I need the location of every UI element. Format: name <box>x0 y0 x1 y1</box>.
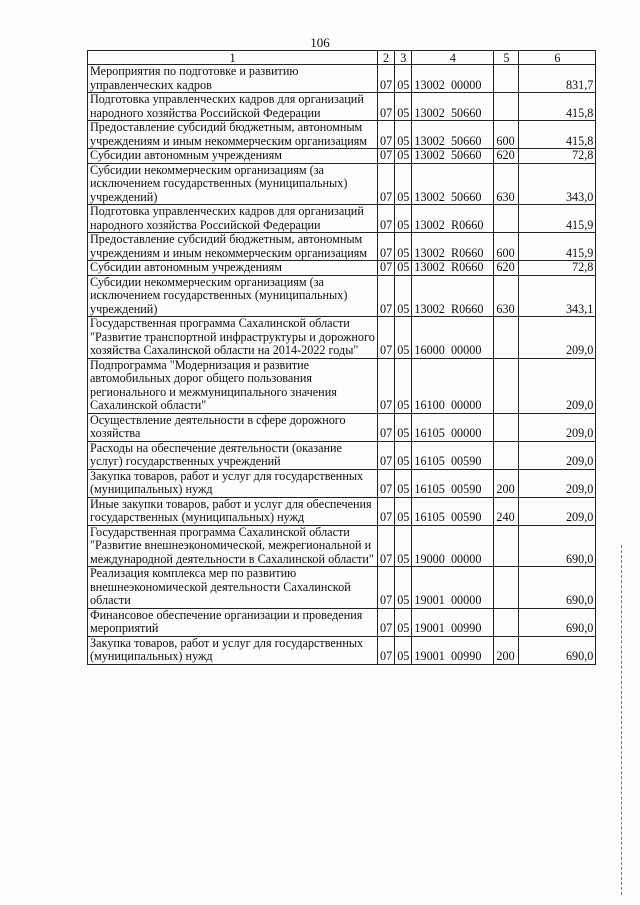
section-code: 07 <box>378 567 395 609</box>
section-code: 07 <box>378 205 395 233</box>
amount: 415,9 <box>519 205 596 233</box>
column-header-1: 1 <box>88 51 378 65</box>
section-code: 07 <box>378 441 395 469</box>
target-article-code: 19000 00000 <box>412 525 494 567</box>
target-article-code: 16105 00000 <box>412 413 494 441</box>
expense-type-code <box>494 205 519 233</box>
expenditure-name: Реализация комплекса мер по развитию внешнеэкономической деятельности Сахалинской области <box>88 567 378 609</box>
target-article-code: 13002 R0660 <box>412 205 494 233</box>
amount: 415,9 <box>519 233 596 261</box>
column-header-4: 4 <box>412 51 494 65</box>
table-row <box>88 608 596 636</box>
section-code: 07 <box>378 65 395 93</box>
table-row <box>88 93 596 121</box>
subsection-code: 05 <box>395 233 412 261</box>
amount: 209,0 <box>519 317 596 359</box>
table-row <box>88 469 596 497</box>
amount: 72,8 <box>519 149 596 164</box>
section-code: 07 <box>378 261 395 276</box>
target-article-code: 19001 00990 <box>412 636 494 664</box>
expense-type-code: 240 <box>494 497 519 525</box>
section-code: 07 <box>378 469 395 497</box>
table-row <box>88 317 596 359</box>
expenditure-name: Мероприятия по подготовке и развитию управленческих кадров <box>88 65 378 93</box>
table-row <box>88 497 596 525</box>
expense-type-code: 600 <box>494 121 519 149</box>
section-code: 07 <box>378 413 395 441</box>
section-code: 07 <box>378 93 395 121</box>
table-row <box>88 121 596 149</box>
table-row <box>88 233 596 261</box>
subsection-code: 05 <box>395 608 412 636</box>
column-header-3: 3 <box>395 51 412 65</box>
expenditure-name: Государственная программа Сахалинской области "Развитие транспортной инфраструктуры и дорожного хозяйства Сахалинской области на 2014-2022 годы" <box>88 317 378 359</box>
amount: 72,8 <box>519 261 596 276</box>
table-header-row <box>88 51 596 65</box>
expense-type-code <box>494 608 519 636</box>
expense-type-code <box>494 93 519 121</box>
amount: 343,0 <box>519 163 596 205</box>
target-article-code: 13002 50660 <box>412 121 494 149</box>
target-article-code: 13002 R0660 <box>412 233 494 261</box>
subsection-code: 05 <box>395 413 412 441</box>
subsection-code: 05 <box>395 205 412 233</box>
subsection-code: 05 <box>395 317 412 359</box>
amount: 690,0 <box>519 567 596 609</box>
budget-table <box>87 50 596 665</box>
subsection-code: 05 <box>395 149 412 164</box>
expenditure-name: Предоставление субсидий бюджетным, автономным учреждениям и иным некоммерческим организациям <box>88 121 378 149</box>
expenditure-name: Закупка товаров, работ и услуг для государственных (муниципальных) нужд <box>88 636 378 664</box>
amount: 209,0 <box>519 497 596 525</box>
table-row <box>88 149 596 164</box>
target-article-code: 13002 R0660 <box>412 261 494 276</box>
target-article-code: 16000 00000 <box>412 317 494 359</box>
subsection-code: 05 <box>395 93 412 121</box>
column-header-5: 5 <box>494 51 519 65</box>
amount: 209,0 <box>519 358 596 413</box>
expense-type-code <box>494 317 519 359</box>
subsection-code: 05 <box>395 261 412 276</box>
expenditure-name: Субсидии некоммерческим организациям (за исключением государственных (муниципальных) учреждений) <box>88 275 378 317</box>
amount: 690,0 <box>519 636 596 664</box>
target-article-code: 16100 00000 <box>412 358 494 413</box>
table-row <box>88 636 596 664</box>
page-number: 106 <box>310 35 330 50</box>
table-row <box>88 413 596 441</box>
section-code: 07 <box>378 275 395 317</box>
expense-type-code: 620 <box>494 261 519 276</box>
subsection-code: 05 <box>395 497 412 525</box>
target-article-code: 13002 50660 <box>412 149 494 164</box>
amount: 415,8 <box>519 121 596 149</box>
subsection-code: 05 <box>395 441 412 469</box>
expenditure-name: Иные закупки товаров, работ и услуг для обеспечения государственных (муниципальных) нужд <box>88 497 378 525</box>
expenditure-name: Подготовка управленческих кадров для организаций народного хозяйства Российской Федерации <box>88 205 378 233</box>
expenditure-name: Закупка товаров, работ и услуг для государственных (муниципальных) нужд <box>88 469 378 497</box>
expenditure-name: Субсидии некоммерческим организациям (за исключением государственных (муниципальных) учреждений) <box>88 163 378 205</box>
amount: 415,8 <box>519 93 596 121</box>
expenditure-name: Предоставление субсидий бюджетным, автономным учреждениям и иным некоммерческим организациям <box>88 233 378 261</box>
table-row <box>88 567 596 609</box>
amount: 690,0 <box>519 525 596 567</box>
target-article-code: 13002 R0660 <box>412 275 494 317</box>
subsection-code: 05 <box>395 636 412 664</box>
expenditure-name: Субсидии автономным учреждениям <box>88 261 378 276</box>
target-article-code: 13002 00000 <box>412 65 494 93</box>
target-article-code: 19001 00990 <box>412 608 494 636</box>
subsection-code: 05 <box>395 567 412 609</box>
amount: 831,7 <box>519 65 596 93</box>
expense-type-code: 620 <box>494 149 519 164</box>
table-row <box>88 525 596 567</box>
column-header-6: 6 <box>519 51 596 65</box>
column-header-2: 2 <box>378 51 395 65</box>
amount: 209,0 <box>519 413 596 441</box>
section-code: 07 <box>378 358 395 413</box>
table-row <box>88 441 596 469</box>
subsection-code: 05 <box>395 525 412 567</box>
table-row <box>88 65 596 93</box>
table-row <box>88 275 596 317</box>
section-code: 07 <box>378 317 395 359</box>
expense-type-code <box>494 413 519 441</box>
expenditure-name: Подпрограмма "Модернизация и развитие автомобильных дорог общего пользования регионального и межмуниципального значения Сахалинской области" <box>88 358 378 413</box>
expense-type-code: 600 <box>494 233 519 261</box>
subsection-code: 05 <box>395 358 412 413</box>
expenditure-name: Финансовое обеспечение организации и проведения мероприятий <box>88 608 378 636</box>
table-row <box>88 163 596 205</box>
expenditure-name: Расходы на обеспечение деятельности (оказание услуг) государственных учреждений <box>88 441 378 469</box>
subsection-code: 05 <box>395 65 412 93</box>
expense-type-code <box>494 441 519 469</box>
subsection-code: 05 <box>395 275 412 317</box>
expense-type-code <box>494 358 519 413</box>
section-code: 07 <box>378 497 395 525</box>
subsection-code: 05 <box>395 469 412 497</box>
section-code: 07 <box>378 121 395 149</box>
amount: 343,1 <box>519 275 596 317</box>
margin-mark <box>621 545 623 895</box>
expense-type-code <box>494 567 519 609</box>
expense-type-code <box>494 65 519 93</box>
amount: 690,0 <box>519 608 596 636</box>
table-row <box>88 261 596 276</box>
expense-type-code: 630 <box>494 163 519 205</box>
target-article-code: 16105 00590 <box>412 441 494 469</box>
target-article-code: 13002 50660 <box>412 163 494 205</box>
target-article-code: 19001 00000 <box>412 567 494 609</box>
expenditure-name: Субсидии автономным учреждениям <box>88 149 378 164</box>
amount: 209,0 <box>519 469 596 497</box>
expenditure-name: Подготовка управленческих кадров для организаций народного хозяйства Российской Федерации <box>88 93 378 121</box>
table-row <box>88 205 596 233</box>
expense-type-code <box>494 525 519 567</box>
expenditure-name: Осуществление деятельности в сфере дорожного хозяйства <box>88 413 378 441</box>
expenditure-name: Государственная программа Сахалинской области "Развитие внешнеэкономической, межрегиональной и международной деятельности в Сахалинской области" <box>88 525 378 567</box>
subsection-code: 05 <box>395 163 412 205</box>
target-article-code: 16105 00590 <box>412 469 494 497</box>
expense-type-code: 630 <box>494 275 519 317</box>
expense-type-code: 200 <box>494 636 519 664</box>
section-code: 07 <box>378 149 395 164</box>
target-article-code: 16105 00590 <box>412 497 494 525</box>
subsection-code: 05 <box>395 121 412 149</box>
expense-type-code: 200 <box>494 469 519 497</box>
section-code: 07 <box>378 233 395 261</box>
section-code: 07 <box>378 163 395 205</box>
table-row <box>88 358 596 413</box>
section-code: 07 <box>378 608 395 636</box>
section-code: 07 <box>378 525 395 567</box>
target-article-code: 13002 50660 <box>412 93 494 121</box>
section-code: 07 <box>378 636 395 664</box>
amount: 209,0 <box>519 441 596 469</box>
